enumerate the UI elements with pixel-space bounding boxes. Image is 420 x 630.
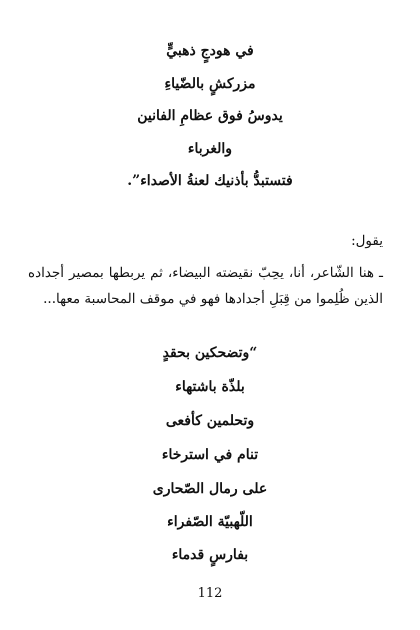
poem-top-line-3: يدوسُ فوق عظامِ الفانين bbox=[137, 108, 283, 124]
poem-bottom-line-1: “وتضحكين بحقدٍ bbox=[162, 345, 258, 361]
commentary-line-2: الذين ظُلِموا من قِبَلِ أجدادها فهو في موقف المحاسبة معها... bbox=[43, 291, 383, 307]
poem-top-line-1: في هودجٍ ذهبيٍّ bbox=[166, 43, 254, 59]
poem-top-line-2: مزركشٍ بالضّياءِ bbox=[164, 76, 256, 92]
poem-bottom-line-6: اللّهبيّة الصّفراء bbox=[167, 514, 253, 530]
poem-bottom-line-4: تنام في استرخاء bbox=[161, 447, 259, 463]
page-number: 112 bbox=[197, 586, 223, 601]
poem-top-line-5: فتستبدُّ بأذنيك لعنةُ الأصداء”. bbox=[127, 173, 293, 189]
commentary-line-1: ـ هنا الشّاعر، أنا، يحِبّ نقيضته البيضاء، ثم يربطها بمصير أجداده bbox=[28, 265, 383, 281]
poem-bottom-line-7: بفارسٍ قدماء bbox=[171, 547, 249, 563]
poem-bottom-line-3: وتحلمين كأفعى bbox=[165, 413, 255, 429]
poem-top-line-4: والغرباء bbox=[187, 141, 233, 157]
poem-bottom-line-5: على رمال الصّحارى bbox=[152, 481, 268, 497]
commentary-heading: يقول: bbox=[351, 233, 383, 249]
poem-bottom-line-2: بلذّة باشتهاء bbox=[175, 379, 245, 395]
